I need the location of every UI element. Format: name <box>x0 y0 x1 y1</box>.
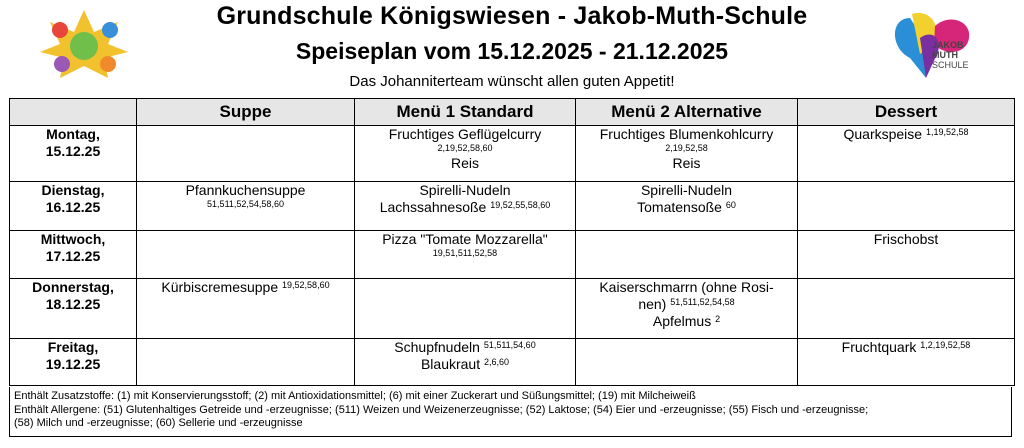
allergen-codes: 60 <box>725 200 736 210</box>
menu1-cell <box>355 231 576 279</box>
dish-name: Kürbiscremesuppe <box>161 279 279 295</box>
side-dish: Lachssahnesoße <box>379 199 487 215</box>
allergen-codes: 2,6,60 <box>484 357 510 367</box>
menu2-cell <box>576 279 798 339</box>
additives-legend: Enthält Zusatzstoffe: (1) mit Konservierungsstoff; (2) mit Antioxidationsmittel; (6) mit einer Zuckerart und Süßungsmittel; (19) mit Milcheiweiß <box>14 390 696 402</box>
soup-cell <box>137 182 355 231</box>
table-row <box>10 126 1015 182</box>
legend-footer <box>9 387 1012 437</box>
dessert-cell <box>798 231 1015 279</box>
greeting-text: Das Johanniterteam wünscht allen guten Appetit! <box>349 73 675 90</box>
jakob-muth-logo-text: JAKOB MUTH SCHULE <box>932 40 969 70</box>
column-header-suppe: Suppe <box>137 99 355 126</box>
dish-name: Kaiserschmarrn (ohne Rosi- <box>599 279 774 295</box>
side-dish: Blaukraut <box>420 356 481 372</box>
menu-table <box>9 98 1015 386</box>
dessert-cell <box>798 339 1015 386</box>
menu-period-title: Speiseplan vom 15.12.2025 - 21.12.2025 <box>295 38 729 64</box>
table-row <box>10 339 1015 386</box>
allergen-codes: 51,511,52,54,58,60 <box>207 199 284 209</box>
table-header-row <box>10 99 1015 126</box>
dessert-cell <box>798 279 1015 339</box>
dish-name: Frischobst <box>873 231 939 247</box>
dish-name-continued: nen) <box>638 296 667 312</box>
allergen-codes: 1,19,52,58 <box>925 127 969 137</box>
allergens-legend: Enthält Allergene: (51) Glutenhaltiges Getreide und -erzeugnisse; (511) Weizen und Weizenerzeugnisse; (52) Laktose; (54) Eier und -erzeugnisse; (55) Fisch und -erzeugnisse; <box>14 403 869 416</box>
allergen-codes: 51,511,54,60 <box>483 340 536 350</box>
allergen-codes: 19,52,58,60 <box>282 280 330 290</box>
dish-name: Fruchtiges Blumenkohlcurry <box>599 126 774 142</box>
menu1-cell <box>355 279 576 339</box>
day-label: Dienstag, 16.12.25 <box>10 182 137 231</box>
allergen-codes: 1,2,19,52,58 <box>920 340 971 350</box>
menu2-cell <box>576 182 798 231</box>
table-row <box>10 279 1015 339</box>
table-row <box>10 182 1015 231</box>
column-header-menu2: Menü 2 Alternative <box>576 99 798 126</box>
allergen-codes: 2,19,52,58 <box>665 143 708 153</box>
dish-name: Schupfnudeln <box>394 339 480 355</box>
menu2-cell <box>576 126 798 182</box>
side-dish: Apfelmus <box>652 313 712 329</box>
day-label: Montag, 15.12.25 <box>10 126 137 182</box>
day-label: Donnerstag, 18.12.25 <box>10 279 137 339</box>
side-dish: Reis <box>450 155 479 171</box>
menu1-cell <box>355 182 576 231</box>
allergen-codes: 2 <box>715 314 721 324</box>
menu2-cell <box>576 231 798 279</box>
day-label: Mittwoch, 17.12.25 <box>10 231 137 279</box>
allergen-codes: 51,511,52,54,58 <box>670 297 735 307</box>
dish-name: Quarkspeise <box>843 126 923 142</box>
dish-name: Fruchtquark <box>841 339 917 355</box>
column-header-menu1: Menü 1 Standard <box>355 99 576 126</box>
dish-name: Spirelli-Nudeln <box>640 182 733 198</box>
soup-cell <box>137 126 355 182</box>
dish-name: Pizza "Tomate Mozzarella" <box>382 231 548 247</box>
side-dish: Reis <box>672 155 701 171</box>
allergen-codes: 19,51,511,52,58 <box>432 248 498 258</box>
dessert-cell <box>798 182 1015 231</box>
day-label: Freitag, 19.12.25 <box>10 339 137 386</box>
soup-cell <box>137 231 355 279</box>
allergens-legend-continued: (58) Milch und -erzeugnisse; (60) Sellerie und -erzeugnisse <box>14 417 303 429</box>
menu1-cell <box>355 126 576 182</box>
menu2-cell <box>576 339 798 386</box>
allergen-codes: 19,52,55,58,60 <box>490 200 551 210</box>
page-header <box>0 0 1024 98</box>
column-header-dessert: Dessert <box>798 99 1015 126</box>
school-title: Grundschule Königswiesen - Jakob-Muth-Schule <box>216 2 808 30</box>
dish-name: Fruchtiges Geflügelcurry <box>388 126 542 142</box>
soup-cell <box>137 279 355 339</box>
side-dish: Tomatensoße <box>637 199 722 215</box>
menu1-cell <box>355 339 576 386</box>
header-corner <box>10 99 137 126</box>
soup-cell <box>137 339 355 386</box>
dish-name: Spirelli-Nudeln <box>419 182 511 198</box>
dessert-cell <box>798 126 1015 182</box>
dish-name: Pfannkuchensuppe <box>185 182 306 198</box>
allergen-codes: 2,19,52,58,60 <box>437 143 493 153</box>
table-row <box>10 231 1015 279</box>
